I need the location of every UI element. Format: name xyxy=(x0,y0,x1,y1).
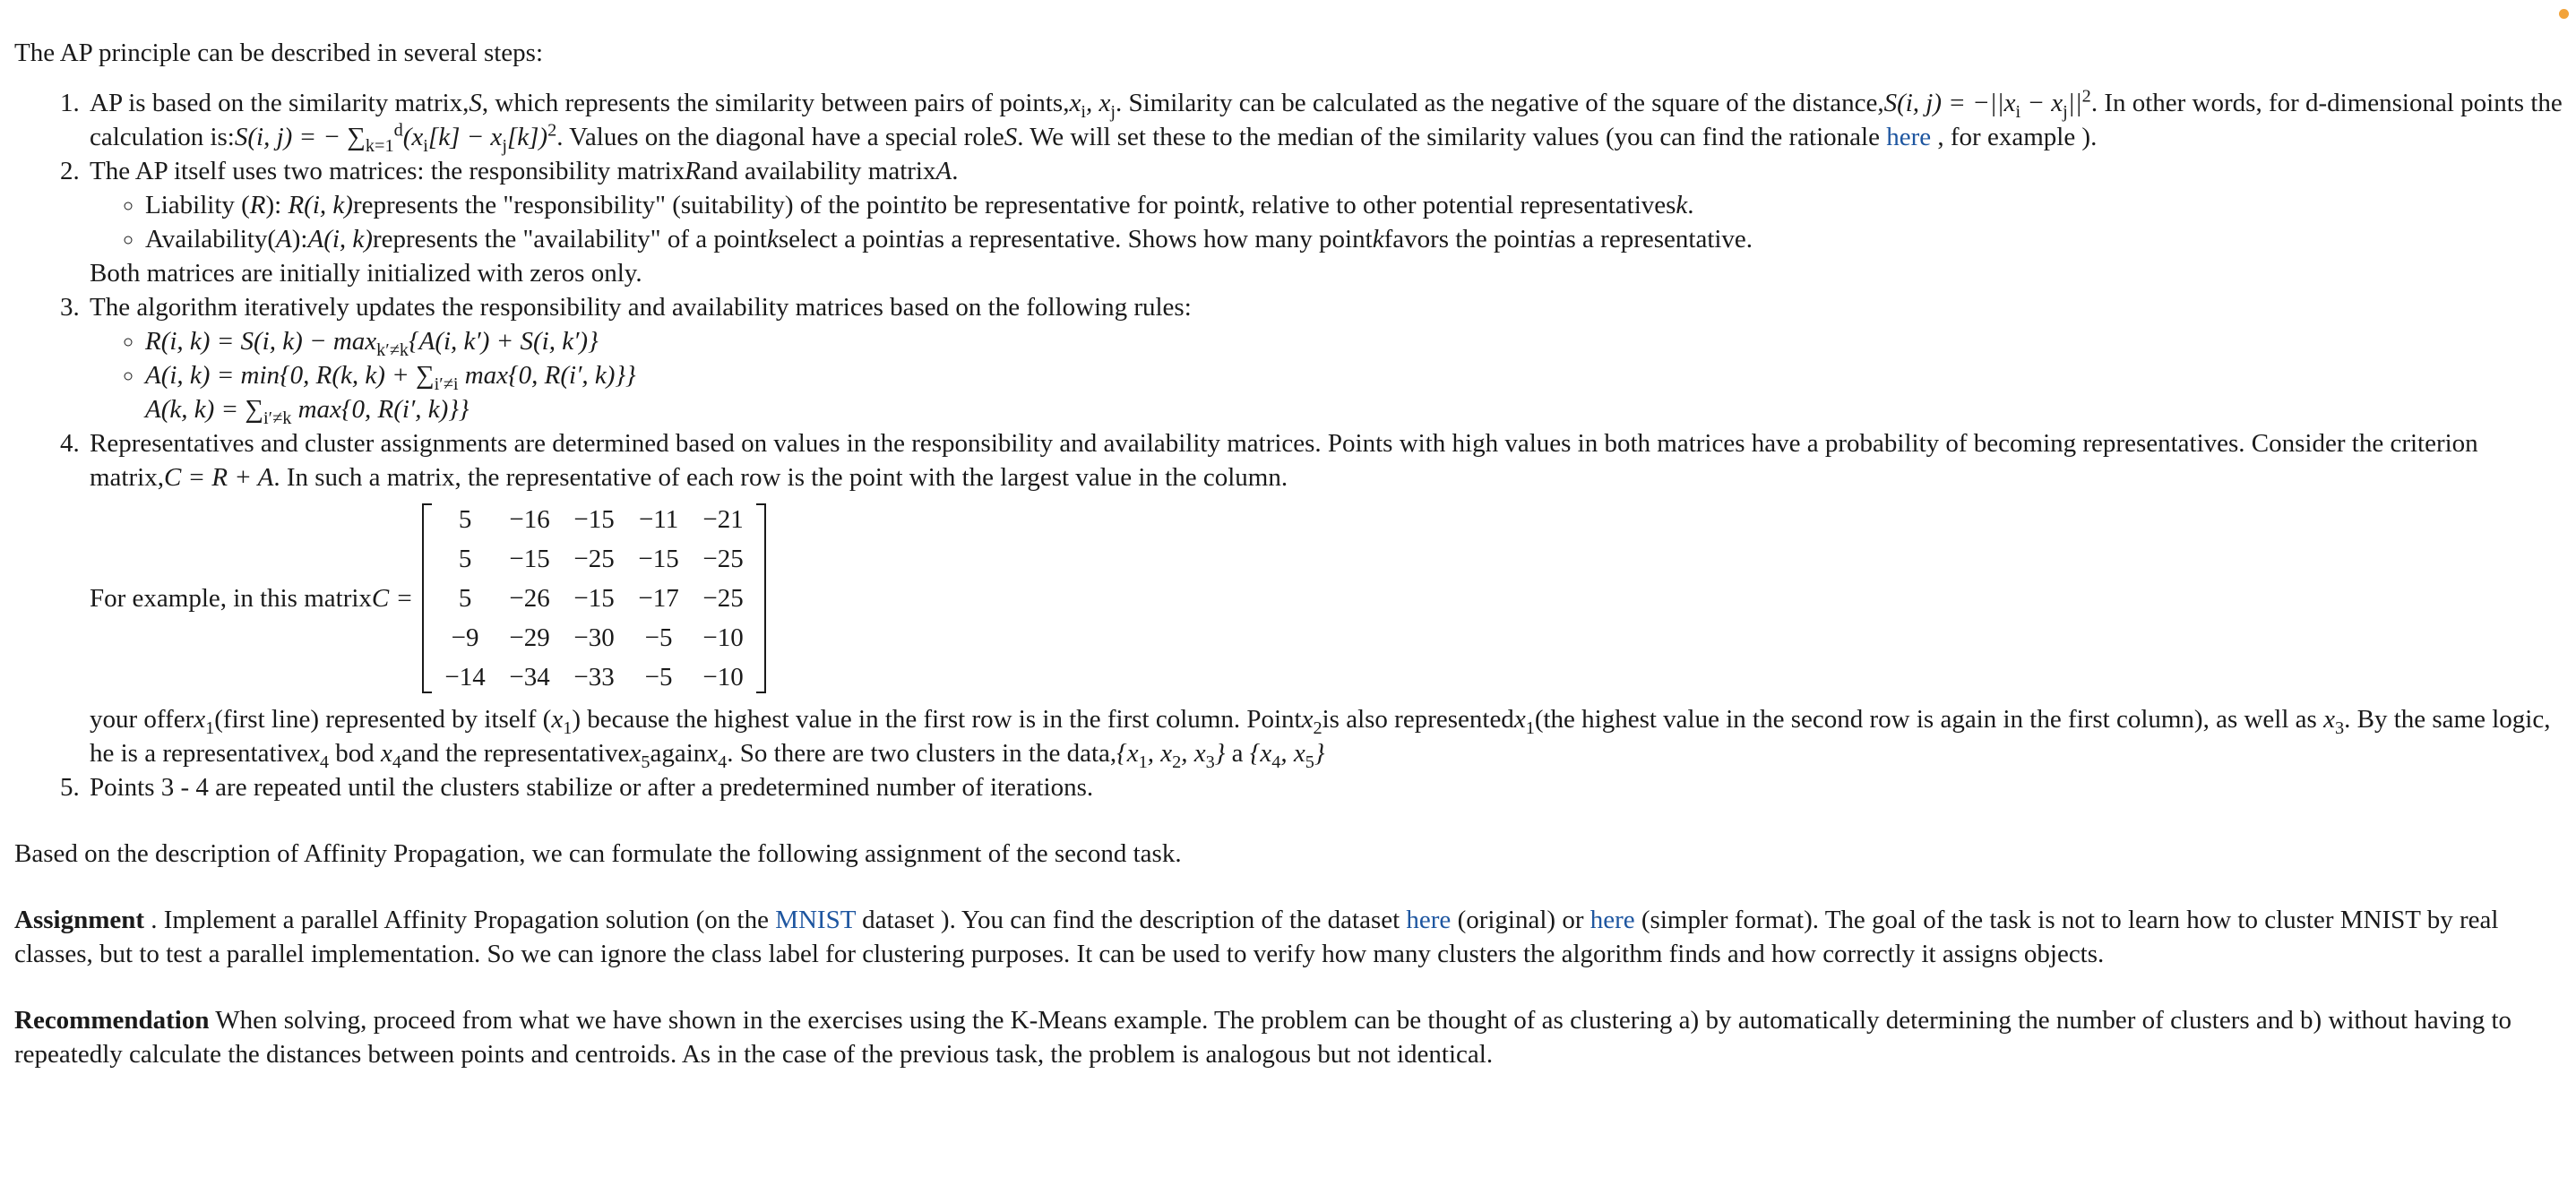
matrix-cell: −9 xyxy=(451,623,479,652)
math-k: k xyxy=(1227,191,1239,219)
math-r: R xyxy=(249,191,266,219)
math-sub: 4 xyxy=(1271,752,1281,772)
matrix-cell: −10 xyxy=(702,663,744,692)
math-sub: j xyxy=(502,135,507,156)
step1-text: . In other words, for d-dimensional points the calculation is: xyxy=(90,89,2563,151)
step-4 xyxy=(86,426,2563,770)
math-sup: 2 xyxy=(2081,86,2091,107)
math-rule: A(k, k) = ∑ xyxy=(145,395,264,424)
math-x: x xyxy=(551,705,564,734)
matrix-cell: −5 xyxy=(644,663,673,692)
example-label xyxy=(90,581,413,615)
math-sub: j xyxy=(2063,101,2068,122)
text: represents the "availability" of a point xyxy=(372,225,767,253)
math-sub: 4 xyxy=(319,752,329,772)
text: For example, in this matrix xyxy=(90,584,372,613)
text: (first line) represented by itself ( xyxy=(214,705,552,734)
math-r: R xyxy=(685,157,701,185)
text: Liability ( xyxy=(145,191,250,219)
math-set: {x xyxy=(1116,739,1139,768)
math-sum: (x xyxy=(402,123,424,151)
text: (the highest value in the second row is again in the first column), as well as xyxy=(1534,705,2324,734)
text: as a representative. xyxy=(1554,225,1753,253)
step4-text: Representatives and cluster assignments are determined based on values in the responsibility and availability matrices. Points with high values in both matrices have a probability of becoming representatives. Consider the criterion matrix, xyxy=(90,429,2478,492)
step-5: 5. Points 3 - 4 are repeated until the clusters stabilize or after a predetermined number of iterations. xyxy=(86,770,2563,804)
math-sub: 1 xyxy=(205,717,215,738)
matrix-row xyxy=(433,618,755,657)
sub-item-liability xyxy=(145,188,2563,222)
math-sub: k=1 xyxy=(365,135,394,156)
math-sub: 3 xyxy=(1205,752,1215,772)
math-k: k xyxy=(766,225,779,253)
text: your offer xyxy=(90,705,194,734)
rule-self-availability xyxy=(145,392,2563,426)
math-set: , x xyxy=(1280,739,1305,768)
sub-item-availability xyxy=(145,222,2563,256)
matrix-table xyxy=(433,500,755,697)
math-x: x xyxy=(307,739,320,768)
math-sub: i xyxy=(423,135,428,156)
text: favors the point xyxy=(1383,225,1547,253)
dataset-original-link[interactable]: here xyxy=(1406,906,1452,934)
math-sub: 3 xyxy=(2334,717,2345,738)
matrix-cell: −10 xyxy=(702,623,744,652)
matrix-cell: −17 xyxy=(638,584,679,613)
math-rule: A(i, k) = min{0, R(k, k) + ∑ xyxy=(145,361,435,390)
matrix-cell: −16 xyxy=(509,505,550,534)
matrix-cell: 5 xyxy=(458,545,472,573)
matrix-row xyxy=(433,500,755,539)
text: . So there are two clusters in the data, xyxy=(727,739,1117,768)
math-sub: 5 xyxy=(641,752,650,772)
math-sub: 1 xyxy=(1138,752,1148,772)
text: is also represented xyxy=(1322,705,1514,734)
math-similarity: S(i, j) = −||x xyxy=(1883,89,2016,117)
recommendation-paragraph xyxy=(14,1003,2563,1071)
math-set: {x xyxy=(1249,739,1272,768)
math-x: , x xyxy=(1085,89,1111,117)
math-sub: 2 xyxy=(1313,717,1322,738)
math-sub: i xyxy=(2015,101,2021,122)
matrix-cell: −34 xyxy=(509,663,550,692)
math-sub: 5 xyxy=(1305,752,1314,772)
matrix-row xyxy=(433,579,755,618)
math-sub: j xyxy=(1110,101,1116,122)
text: ) because the highest value in the first row is in the first column. Point xyxy=(572,705,1302,734)
math-k: k xyxy=(1372,225,1384,253)
text: . By the same logic, he is a representative xyxy=(90,705,2551,768)
math-rule: max{0, R(i′, k)}} xyxy=(291,395,470,424)
text: to be representative for point xyxy=(926,191,1228,219)
matrix-cell: −25 xyxy=(702,584,744,613)
text: (simpler format). The goal of the task is not to learn how to cluster MNIST by real classes, but to test a parallel implementation. So we can ignore the class label for clustering purposes. It can be used to verify how many clusters the algorithm finds and how correctly it assigns objects. xyxy=(14,906,2499,968)
step1-text: . Similarity can be calculated as the negative of the square of the distance, xyxy=(1116,89,1884,117)
text: . Implement a parallel Affinity Propagation solution (on the xyxy=(144,906,776,934)
math-sum: [k] − x xyxy=(427,123,503,151)
math-rule: max{0, R(i′, k)}} xyxy=(458,361,636,390)
math-sup: d xyxy=(393,120,403,141)
rule-responsibility xyxy=(145,324,2563,358)
math-sub: 4 xyxy=(392,752,401,772)
text: , relative to other potential representatives xyxy=(1238,191,1676,219)
text: ): xyxy=(291,225,308,253)
math-r: R(i, k) xyxy=(288,191,353,219)
step-2 xyxy=(86,154,2563,290)
based-on-text: Based on the description of Affinity Propagation, we can formulate the following assignment of the second task. xyxy=(14,839,1182,868)
text: dataset ). You can find the description of the dataset xyxy=(855,906,1407,934)
text: . xyxy=(1687,191,1694,219)
matrix-cell: −14 xyxy=(444,663,486,692)
math-sub: 1 xyxy=(1525,717,1535,738)
text: as a representative. Shows how many point xyxy=(922,225,1373,253)
matrix-row xyxy=(433,657,755,697)
step1-text: AP is based on the similarity matrix, xyxy=(90,89,470,117)
text: bod xyxy=(328,739,381,768)
math-x: x xyxy=(706,739,719,768)
math-sub: i′≠i xyxy=(434,374,459,394)
math-similarity: || xyxy=(2067,89,2082,117)
step3-text: The algorithm iteratively updates the responsibility and availability matrices based on the following rules: xyxy=(90,293,1192,322)
step1-text: , which represents the similarity between pairs of points, xyxy=(481,89,1070,117)
matrix-cell: −21 xyxy=(702,505,744,534)
math-sub: k′≠k xyxy=(376,339,409,360)
intro-text: The AP principle can be described in several steps: xyxy=(14,39,544,67)
math-sum: S(i, j) = − ∑ xyxy=(234,123,366,151)
math-sub: 2 xyxy=(1172,752,1182,772)
math-sup: 2 xyxy=(547,120,557,141)
matrix-cell: 5 xyxy=(458,584,472,613)
math-a: A(i, k) xyxy=(307,225,373,253)
math-criterion: C = R + A xyxy=(163,463,274,492)
assignment-label: Assignment xyxy=(14,906,145,934)
step1-text: . Values on the diagonal have a special role xyxy=(556,123,1004,151)
text: represents the "responsibility" (suitability) of the point xyxy=(352,191,920,219)
rationale-link[interactable]: here xyxy=(1886,123,1932,151)
step1-text: . We will set these to the median of the similarity values (you can find the rationale xyxy=(1017,123,1887,151)
matrix-cell: −25 xyxy=(573,545,615,573)
mnist-link[interactable]: MNIST xyxy=(775,906,856,934)
matrix-cell: −33 xyxy=(573,663,615,692)
math-i: i xyxy=(915,225,923,253)
math-a: A xyxy=(276,225,292,253)
math-s: S xyxy=(1004,123,1018,151)
matrix-row xyxy=(433,539,755,579)
matrix-cell: −15 xyxy=(573,505,615,534)
matrix-cell: −29 xyxy=(509,623,550,652)
math-similarity: − x xyxy=(2020,89,2063,117)
matrix-cell: −15 xyxy=(509,545,550,573)
math-k: k xyxy=(1676,191,1688,219)
step2-text: The AP itself uses two matrices: the responsibility matrix xyxy=(90,157,685,185)
matrix-cell: 5 xyxy=(458,505,472,534)
text: a xyxy=(1225,739,1250,768)
step2-text: . xyxy=(952,157,959,185)
text: When solving, proceed from what we have shown in the exercises using the K-Means example. The problem can be thought of as clustering a) by automatically determining the number of clusters and b) without having to repeatedly calculate the distances between points and centroids. As in the case of the previous task, the problem is analogous but not identical. xyxy=(14,1006,2512,1069)
status-dot xyxy=(2559,9,2569,19)
math-x: x xyxy=(1069,89,1081,117)
math-a: A xyxy=(935,157,952,185)
step1-text: , for example ). xyxy=(1931,123,2098,151)
math-i: i xyxy=(919,191,927,219)
math-rule: {A(i, k′) + S(i, k′)} xyxy=(409,327,599,356)
matrix-cell: −11 xyxy=(638,505,679,534)
matrix-cell: −15 xyxy=(638,545,679,573)
math-i: i xyxy=(1546,225,1555,253)
math-sub: i′≠k xyxy=(263,408,292,428)
matrix-cell: −25 xyxy=(702,545,744,573)
step2-text: and availability matrix xyxy=(700,157,936,185)
dataset-simple-link[interactable]: here xyxy=(1590,906,1635,934)
step-3 xyxy=(86,290,2563,426)
math-c: C = xyxy=(371,584,414,613)
matrix-cell: −15 xyxy=(573,584,615,613)
step2-sublist xyxy=(90,188,2563,256)
math-sum: [k]) xyxy=(506,123,548,151)
math-set: , x xyxy=(1181,739,1206,768)
text: again xyxy=(650,739,707,768)
math-x: x xyxy=(629,739,642,768)
math-sub: i xyxy=(1081,101,1086,122)
step2-tail: Both matrices are initially initialized with zeros only. xyxy=(90,259,642,288)
math-sub: 4 xyxy=(718,752,728,772)
math-x: x xyxy=(1301,705,1314,734)
matrix-cell: −30 xyxy=(573,623,615,652)
steps-list xyxy=(14,86,2563,804)
math-s: S xyxy=(469,89,482,117)
document-body xyxy=(14,36,2563,1071)
math-set: , x xyxy=(1147,739,1173,768)
rule-availability xyxy=(145,358,2563,392)
matrix-cell: −26 xyxy=(509,584,550,613)
step-1 xyxy=(86,86,2563,154)
criterion-matrix xyxy=(422,500,766,697)
math-x: x xyxy=(194,705,206,734)
matrix-example xyxy=(90,500,2563,697)
math-sub: 1 xyxy=(563,717,573,738)
math-x: x xyxy=(2323,705,2335,734)
matrix-cell: −5 xyxy=(644,623,673,652)
math-x: x xyxy=(1513,705,1526,734)
assignment-paragraph xyxy=(14,903,2563,971)
math-rule: R(i, k) = S(i, k) − max xyxy=(145,327,377,356)
step4-text: . In such a matrix, the representative of each row is the point with the largest value in the column. xyxy=(273,463,1288,492)
text: ): xyxy=(265,191,289,219)
math-set: } xyxy=(1314,739,1325,768)
recommendation-label: Recommendation xyxy=(14,1006,210,1035)
math-x: x xyxy=(380,739,392,768)
text: (original) or xyxy=(1451,906,1590,934)
step3-rules xyxy=(90,324,2563,392)
math-set: } xyxy=(1214,739,1226,768)
text: Availability( xyxy=(145,225,277,253)
text: and the representative xyxy=(401,739,630,768)
text: select a point xyxy=(778,225,916,253)
